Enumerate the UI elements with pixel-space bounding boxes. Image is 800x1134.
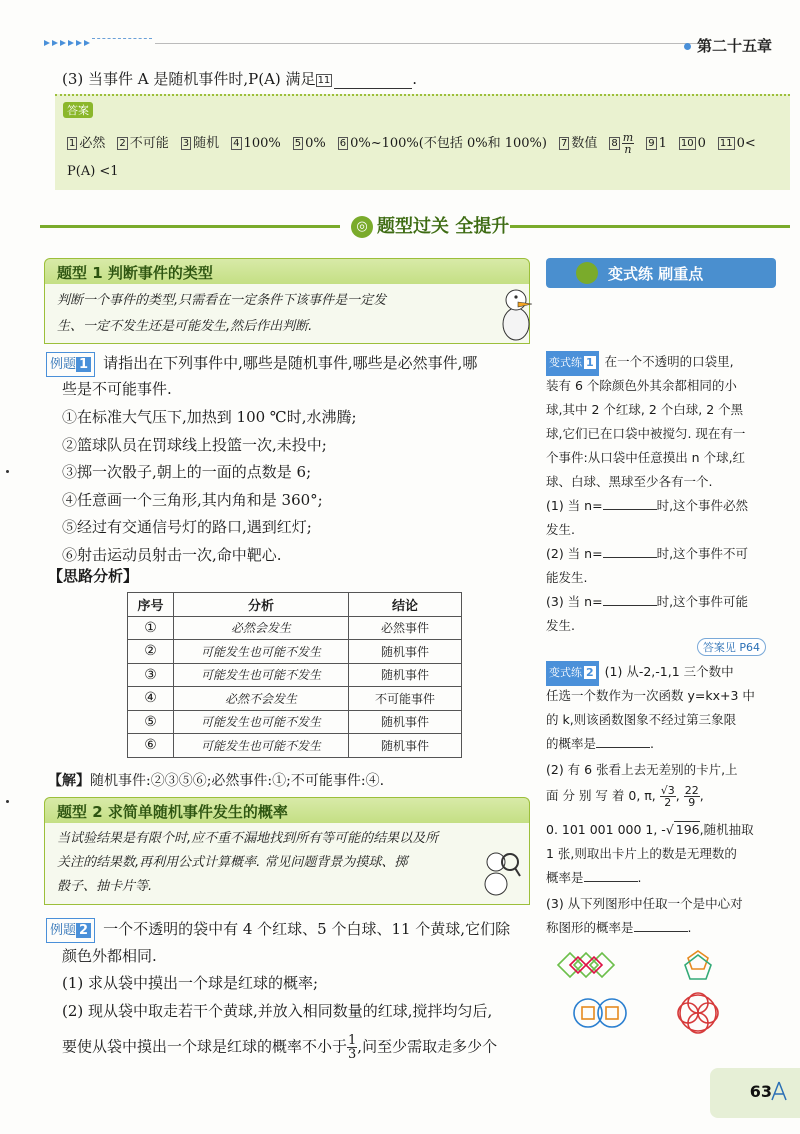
table-cell: ② (128, 640, 174, 664)
table-header-row (128, 593, 462, 617)
answer-reference-link[interactable]: 答案见 P64 (697, 638, 766, 656)
variant1-line: 个事件:从口袋中任意摸出 n 个球,红 (546, 450, 746, 465)
answer-number: 5 (294, 138, 302, 149)
fraction-22-over-9: $\frac{22}{9}$ (684, 784, 699, 809)
pentagon-figure (685, 951, 711, 979)
variant1-q2: (2) 当 n= 时,这个事件不可 (546, 546, 749, 561)
table-cell: 随机事件 (349, 710, 462, 734)
diamond-chain-figure (558, 953, 614, 977)
answer-number: 10 (680, 138, 694, 149)
answer-item: 10 0 (680, 136, 706, 151)
variant1-q1-cont: 发生. (546, 522, 575, 537)
answer-item: 4 100% (233, 136, 281, 151)
table-cell: 随机事件 (349, 663, 462, 687)
answer-item (609, 131, 634, 156)
answer-item: 11 0< (719, 136, 756, 151)
page-number: 63 (749, 1082, 772, 1101)
answer-item: 2 不可能 (119, 136, 169, 151)
answer-blank (603, 546, 657, 558)
answer-number: 3 (182, 138, 190, 149)
table-cell: ④ (128, 687, 174, 711)
table-header-cell: 分析 (174, 593, 349, 617)
answer-number: 4 (233, 138, 240, 149)
margin-dot (6, 800, 9, 803)
cartoon-duck-icon (496, 284, 536, 344)
variant1-q2-cont: 能发生. (546, 570, 588, 585)
banner-line-right (510, 225, 790, 228)
chapter-title: 第二十五章 (684, 35, 772, 56)
example2-label: 例题 2 (46, 918, 95, 943)
answer-number: 9 (648, 138, 655, 149)
variant2-p3-line2: 称图形的概率是 . (546, 920, 692, 935)
type1-body: 判断一个事件的类型,只需看在一定条件下该事件是一定发 生、一定不发生还是可能发生,然后作出判断. (44, 284, 530, 344)
header-arrows (44, 40, 90, 46)
variant1-line: 球,它们已在口袋中被搅匀. 现在有一 (546, 426, 746, 441)
table-cell: ③ (128, 663, 174, 687)
banner-title: ◎ 题型过关 全提升 (351, 212, 509, 238)
answer-box (55, 94, 790, 190)
header-dash (92, 38, 152, 39)
variant1-tag: 变式练 1 (546, 351, 599, 376)
answer-number: 6 (339, 138, 347, 149)
answer-blank (603, 498, 657, 510)
variant2-p2-line5: 概率是 . (546, 870, 642, 885)
example1-item: ①在标准大气压下,加热到 100 ℃时,水沸腾; (62, 408, 357, 426)
example1-item: ③掷一次骰子,朝上的一面的点数是 6; (62, 463, 312, 481)
answer-blank (334, 74, 412, 89)
table-cell: 可能发生也可能不发生 (174, 640, 349, 664)
example1-item: ②篮球队员在罚球线上投篮一次,未投中; (62, 435, 327, 454)
variant1-line: 装有 6 个除颜色外其余都相同的小 (546, 378, 737, 393)
variant-column (546, 258, 776, 958)
table-header-cell: 序号 (128, 593, 174, 617)
table-cell: 可能发生也可能不发生 (174, 734, 349, 758)
banner-line-left (40, 225, 340, 228)
answer-item: 5 0% (294, 136, 326, 151)
answer-item: 3 随机 (182, 136, 220, 151)
table-cell: ⑤ (128, 710, 174, 734)
answer-blank (584, 870, 638, 882)
blank-number: 11 (317, 75, 331, 86)
question-3: (3) 当事件 A 是随机事件时,P(A) 满足 11 . (62, 70, 418, 88)
example1-stem-cont: 些是不可能事件. (62, 380, 172, 398)
variant2-tag: 变式练 2 (546, 661, 599, 686)
variant2-p2-values: 面 分 别 写 着 0, π, $\frac{√3}{2}$ , $\frac{22}{9}$ , (546, 784, 704, 809)
variant1-q1: (1) 当 n= 时,这个事件必然 (546, 498, 749, 513)
example2-line2: 颜色外都相同. (62, 947, 157, 965)
answer-item: 6 0%~100%(不包括 0%和 100%) (339, 136, 547, 151)
cartoon-magnifier-icon (478, 848, 522, 904)
variant-header: 变式练 刷重点 (546, 258, 776, 288)
petal-circle-figure (678, 993, 718, 1033)
variant1-line: 变式练 1 在一个不透明的口袋里, (546, 350, 776, 376)
type1-header: 题型 1 判断事件的类型 (44, 258, 530, 284)
table-cell: ⑥ (128, 734, 174, 758)
variant2-line: 的 k,则该函数图象不经过第三象限 (546, 712, 737, 727)
example1-item: ⑥射击运动员射击一次,命中靶心. (62, 545, 282, 564)
answer-number: 7 (560, 138, 568, 149)
answer-continuation: P(A) <1 (67, 164, 119, 179)
variant2-line: 任选一个数作为一次函数 y=kx+3 中 (546, 688, 755, 703)
answer-number: 8 (611, 138, 618, 149)
table-cell: 必然会发生 (174, 616, 349, 640)
variant2-p2: (2) 有 6 张看上去无差别的卡片,上 (546, 762, 738, 777)
answer-item: 7 数值 (560, 136, 598, 151)
example1-item: ④任意画一个三角形,其内角和是 360°; (62, 490, 323, 509)
analysis-title: 【思路分析】 (48, 567, 139, 585)
variant2-line: 变式练 2 (1) 从-2,-1,1 三个数中 (546, 660, 776, 686)
variant2-p2-line4: 1 张,则取出卡片上的数是无理数的 (546, 846, 737, 861)
table-header-cell: 结论 (349, 593, 462, 617)
variant2-p3: (3) 从下列图形中任取一个是中心对 (546, 896, 743, 911)
answer-blank (603, 594, 657, 606)
example2-q2-cont: 要使从袋中摸出一个球是红球的概率不小于 $\frac{1}{3}$ ,问至少需取走多少个 (62, 1033, 498, 1062)
header-rule (155, 43, 700, 44)
type2-body: 当试验结果是有限个时,应不重不漏地找到所有等可能的结果以及所 关注的结果数,再利用公式计算概率. 常见问题背景为摸球、掷 骰子、抽卡片等. (44, 823, 530, 905)
coin-figure (574, 999, 626, 1027)
table-row (128, 734, 462, 758)
variant2-line: 的概率是 . (546, 736, 654, 751)
target-icon: ◎ (351, 216, 373, 238)
answer-number: 11 (719, 138, 733, 149)
margin-dot (6, 470, 9, 473)
compass-icon (768, 1080, 790, 1102)
answer-blank (634, 920, 688, 932)
table-cell: 随机事件 (349, 734, 462, 758)
table-cell: 可能发生也可能不发生 (174, 663, 349, 687)
fraction-sqrt3-over-2: $\frac{√3}{2}$ (660, 784, 675, 809)
table-cell: 必然事件 (349, 616, 462, 640)
answer-item: 1 必然 (69, 136, 106, 151)
symmetry-figures (548, 945, 768, 1035)
fraction-m-over-n: $\frac{m}{n}$ (622, 131, 634, 156)
variant1-q3: (3) 当 n= 时,这个事件可能 (546, 594, 749, 609)
example1-item: ⑤经过有交通信号灯的路口,遇到红灯; (62, 518, 312, 536)
table-body (128, 616, 462, 757)
table-cell: 随机事件 (349, 640, 462, 664)
variant1-line: 球、白球、黑球至少各有一个. (546, 474, 713, 489)
example2-stem: 例题 2 一个不透明的袋中有 4 个红球、5 个白球、11 个黄球,它们除 (46, 918, 536, 943)
answer-number: 2 (119, 138, 126, 149)
table-row (128, 640, 462, 664)
answer-number: 1 (69, 138, 76, 149)
variant1-q3-cont: 发生. (546, 618, 575, 633)
fraction: $\frac{1}{3}$ (348, 1033, 357, 1062)
example1-label: 例题 1 (46, 352, 95, 377)
variant1-line: 球,其中 2 个红球, 2 个白球, 2 个黑 (546, 402, 744, 417)
example1-stem: 例题 1 请指出在下列事件中,哪些是随机事件,哪些是必然事件,哪 (46, 352, 536, 377)
example2-q2: (2) 现从袋中取走若干个黄球,并放入相同数量的红球,搅拌均匀后, (62, 1002, 493, 1020)
example2-q1: (1) 求从袋中摸出一个球是红球的概率; (62, 974, 319, 992)
answer-list (67, 132, 768, 155)
table-cell: 必然不会发生 (174, 687, 349, 711)
table-cell: 不可能事件 (349, 687, 462, 711)
example1-solution: 【解】随机事件:②③⑤⑥;必然事件:①;不可能事件:④. (48, 773, 385, 789)
answer-item: 9 1 (648, 136, 667, 151)
table-row (128, 616, 462, 640)
table-cell: 可能发生也可能不发生 (174, 710, 349, 734)
type2-header: 题型 2 求简单随机事件发生的概率 (44, 797, 530, 823)
variant2-p2-values2: 0. 101 001 000 1, -√ 196,随机抽取 (546, 822, 754, 837)
reading-person-icon (576, 262, 598, 284)
analysis-table (127, 592, 462, 758)
table-row (128, 663, 462, 687)
section-banner (40, 214, 790, 238)
answer-blank (596, 736, 650, 748)
table-row (128, 687, 462, 711)
table-row (128, 710, 462, 734)
table-cell: ① (128, 616, 174, 640)
answer-tag: 答案 (63, 102, 93, 118)
